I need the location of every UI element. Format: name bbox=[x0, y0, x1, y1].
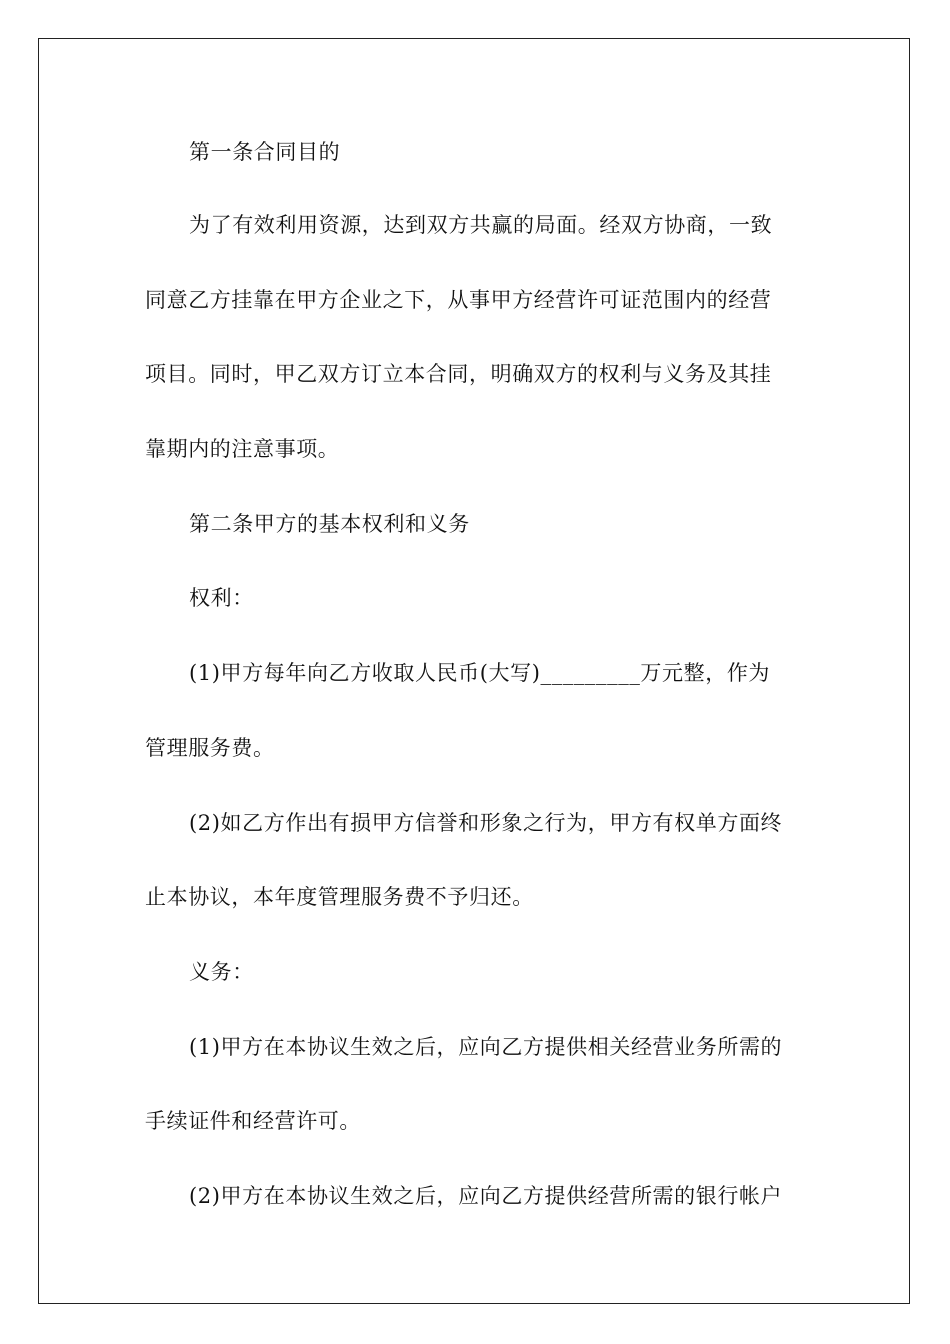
paragraph-line: 项目。同时，甲乙双方订立本合同，明确双方的权利与义务及其挂 bbox=[145, 362, 772, 386]
paragraph-line: (1)甲方每年向乙方收取人民币(大写)_________万元整，作为 bbox=[189, 661, 771, 685]
subheading-obligations: 义务： bbox=[189, 960, 254, 984]
paragraph-line: (1)甲方在本协议生效之后，应向乙方提供相关经营业务所需的 bbox=[189, 1035, 783, 1059]
paragraph-line: (2)如乙方作出有损甲方信誉和形象之行为，甲方有权单方面终 bbox=[189, 811, 783, 835]
section-heading-2: 第二条甲方的基本权利和义务 bbox=[189, 512, 470, 536]
paragraph-line: (2)甲方在本协议生效之后，应向乙方提供经营所需的银行帐户 bbox=[189, 1184, 783, 1208]
paragraph-line: 靠期内的注意事项。 bbox=[145, 437, 340, 461]
subheading-rights: 权利： bbox=[189, 586, 254, 610]
paragraph-line: 手续证件和经营许可。 bbox=[145, 1109, 361, 1133]
paragraph-line: 为了有效利用资源，达到双方共赢的局面。经双方协商，一致 bbox=[189, 213, 773, 237]
paragraph-line: 管理服务费。 bbox=[145, 736, 275, 760]
paragraph-line: 止本协议，本年度管理服务费不予归还。 bbox=[145, 885, 534, 909]
section-heading-1: 第一条合同目的 bbox=[189, 140, 341, 164]
paragraph-line: 同意乙方挂靠在甲方企业之下，从事甲方经营许可证范围内的经营 bbox=[145, 288, 772, 312]
